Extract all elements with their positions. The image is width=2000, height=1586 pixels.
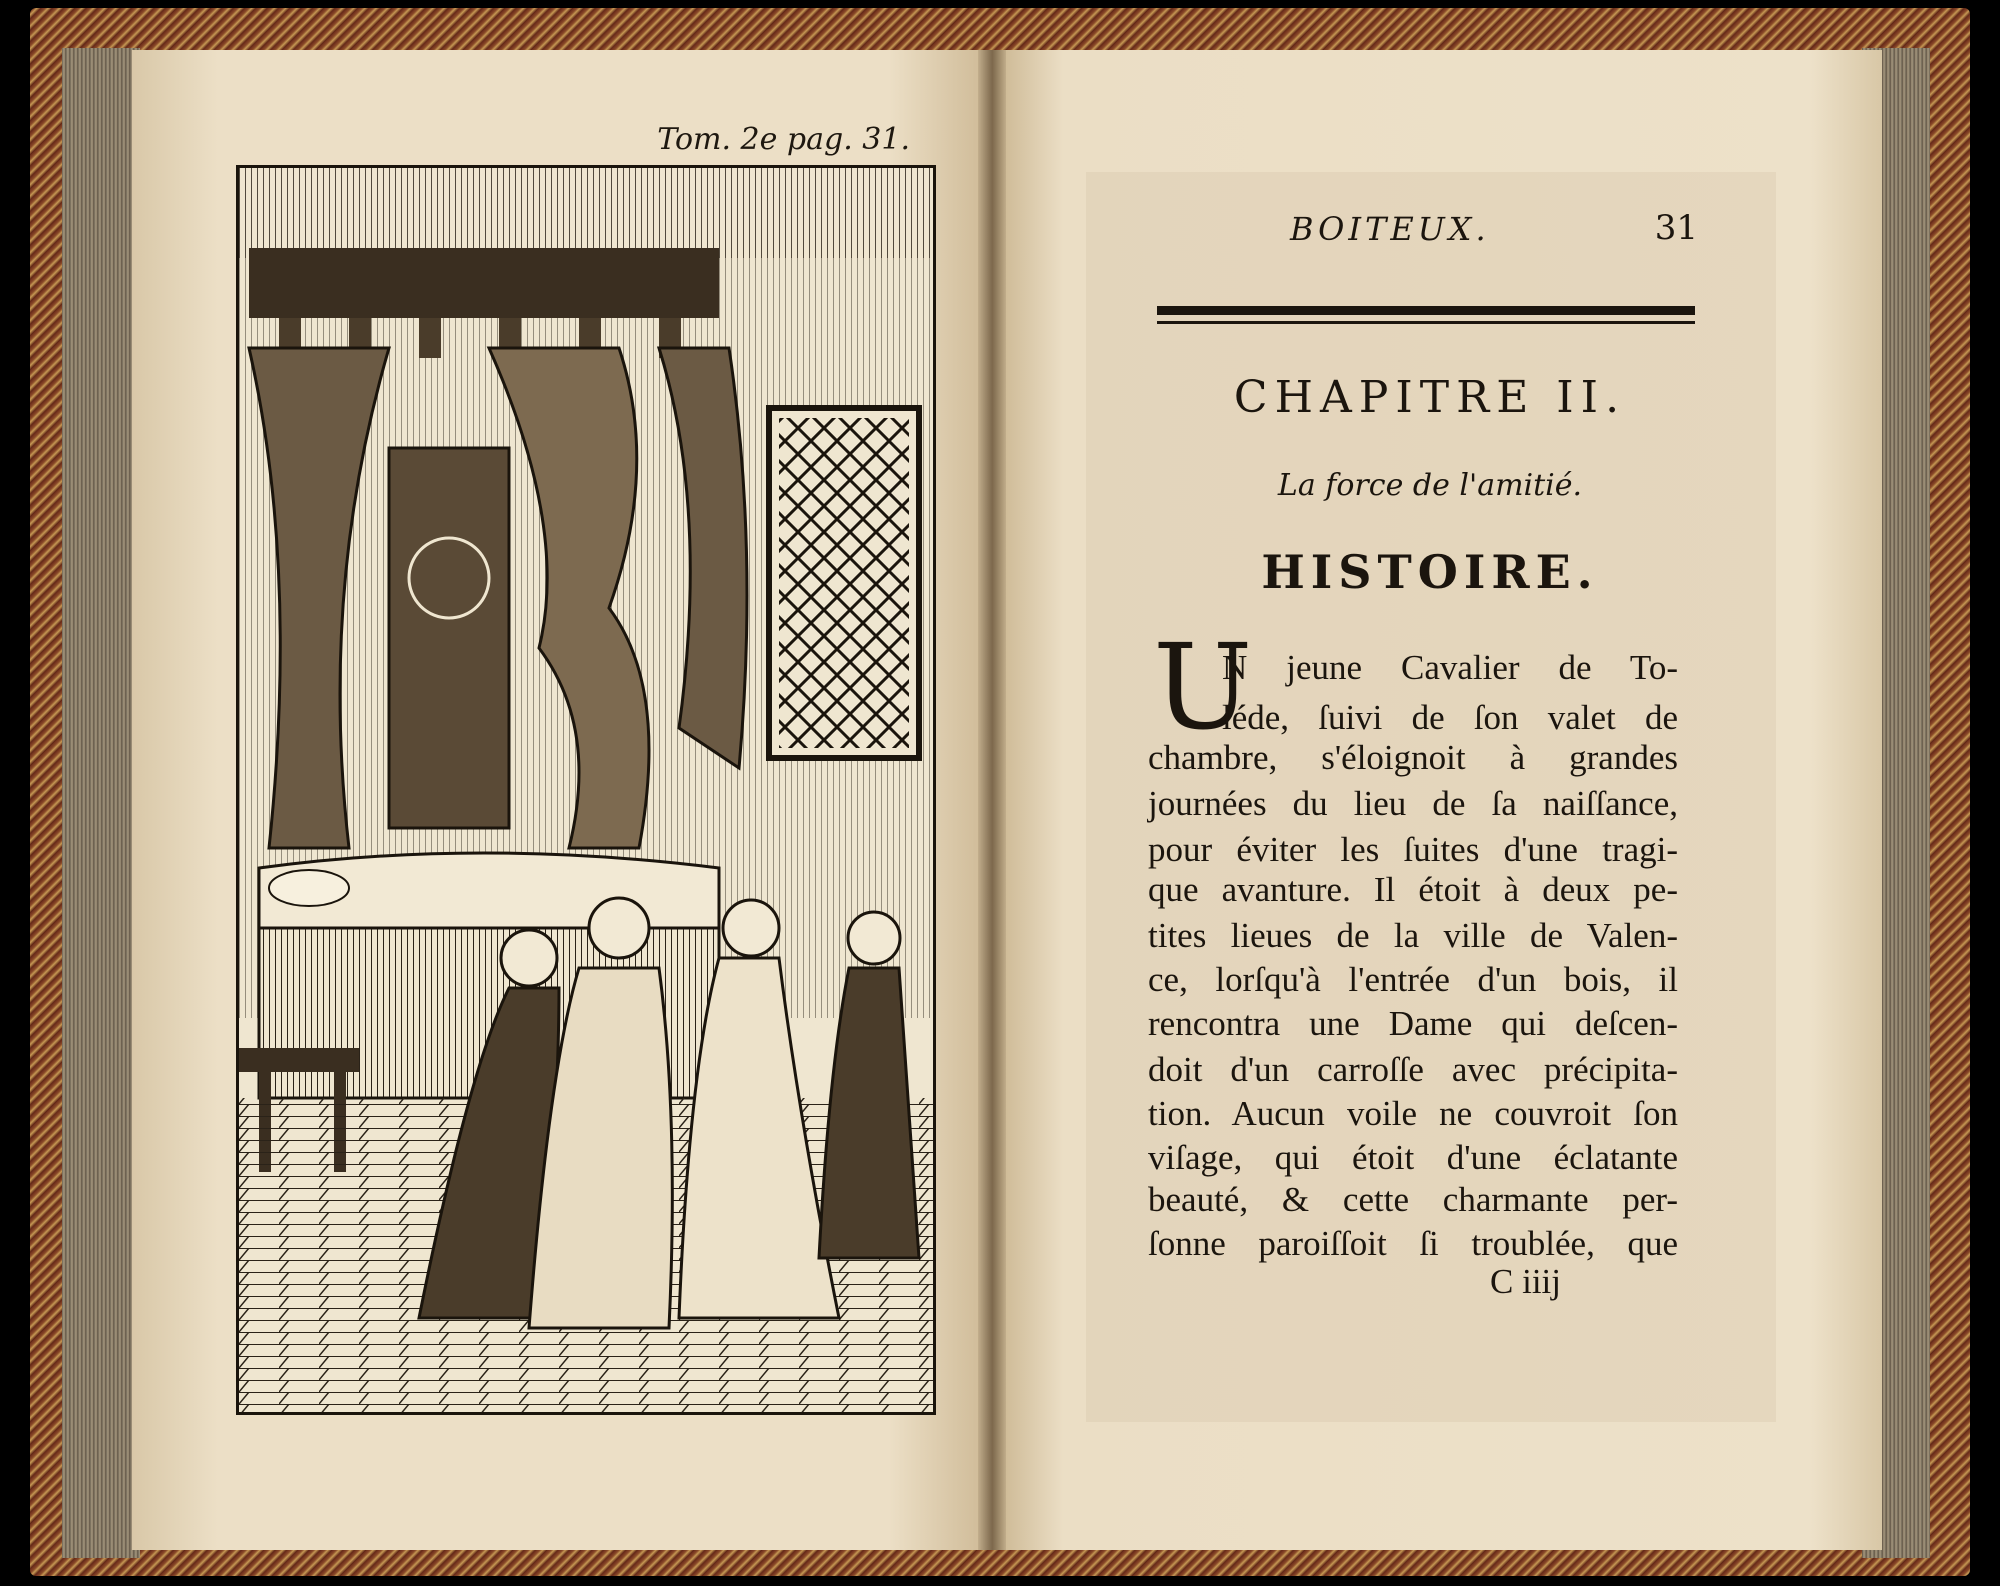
body-line: doit d'un carroſſe avec précipita-	[1148, 1050, 1678, 1089]
body-line: tites lieues de la ville de Valen-	[1148, 916, 1678, 955]
body-line: N jeune Cavalier de To-	[1222, 648, 1678, 687]
body-line: viſage, qui étoit d'une éclatante	[1148, 1138, 1678, 1177]
plate-caption: Tom. 2e pag. 31.	[657, 122, 910, 157]
page-number: 31	[1654, 208, 1698, 248]
double-rule	[1157, 306, 1695, 324]
body-line: léde, ſuivi de ſon valet de	[1222, 698, 1678, 737]
chapter-subtitle: La force de l'amitié.	[1277, 468, 1583, 503]
section-title: HISTOIRE.	[1261, 545, 1599, 599]
body-line: rencontra une Dame qui deſcen-	[1148, 1004, 1678, 1043]
body-line: pour éviter les ſuites d'une tragi-	[1148, 830, 1678, 869]
body-line: tion. Aucun voile ne couvroit ſon	[1148, 1094, 1678, 1133]
page-edges-left	[62, 48, 140, 1558]
signature-mark: C iiij	[1490, 1262, 1561, 1301]
engraving-illustration	[236, 165, 936, 1415]
body-line: journées du lieu de ſa naiſſance,	[1148, 784, 1678, 823]
body-line: ſonne paroiſſoit ſi troublée, que	[1148, 1224, 1678, 1263]
running-head: BOITEUX.	[1290, 210, 1490, 248]
body-line: que avanture. Il étoit à deux pe-	[1148, 870, 1678, 909]
body-line: chambre, s'éloignoit à grandes	[1148, 738, 1678, 777]
body-line: beauté, & cette charmante per-	[1148, 1180, 1678, 1219]
chapter-title: CHAPITRE II.	[1233, 372, 1627, 423]
body-line: ce, lorſqu'à l'entrée d'un bois, il	[1148, 960, 1678, 999]
engraving-scene	[239, 168, 933, 1412]
drop-cap: U	[1153, 618, 1253, 756]
book-gutter	[978, 50, 1006, 1550]
